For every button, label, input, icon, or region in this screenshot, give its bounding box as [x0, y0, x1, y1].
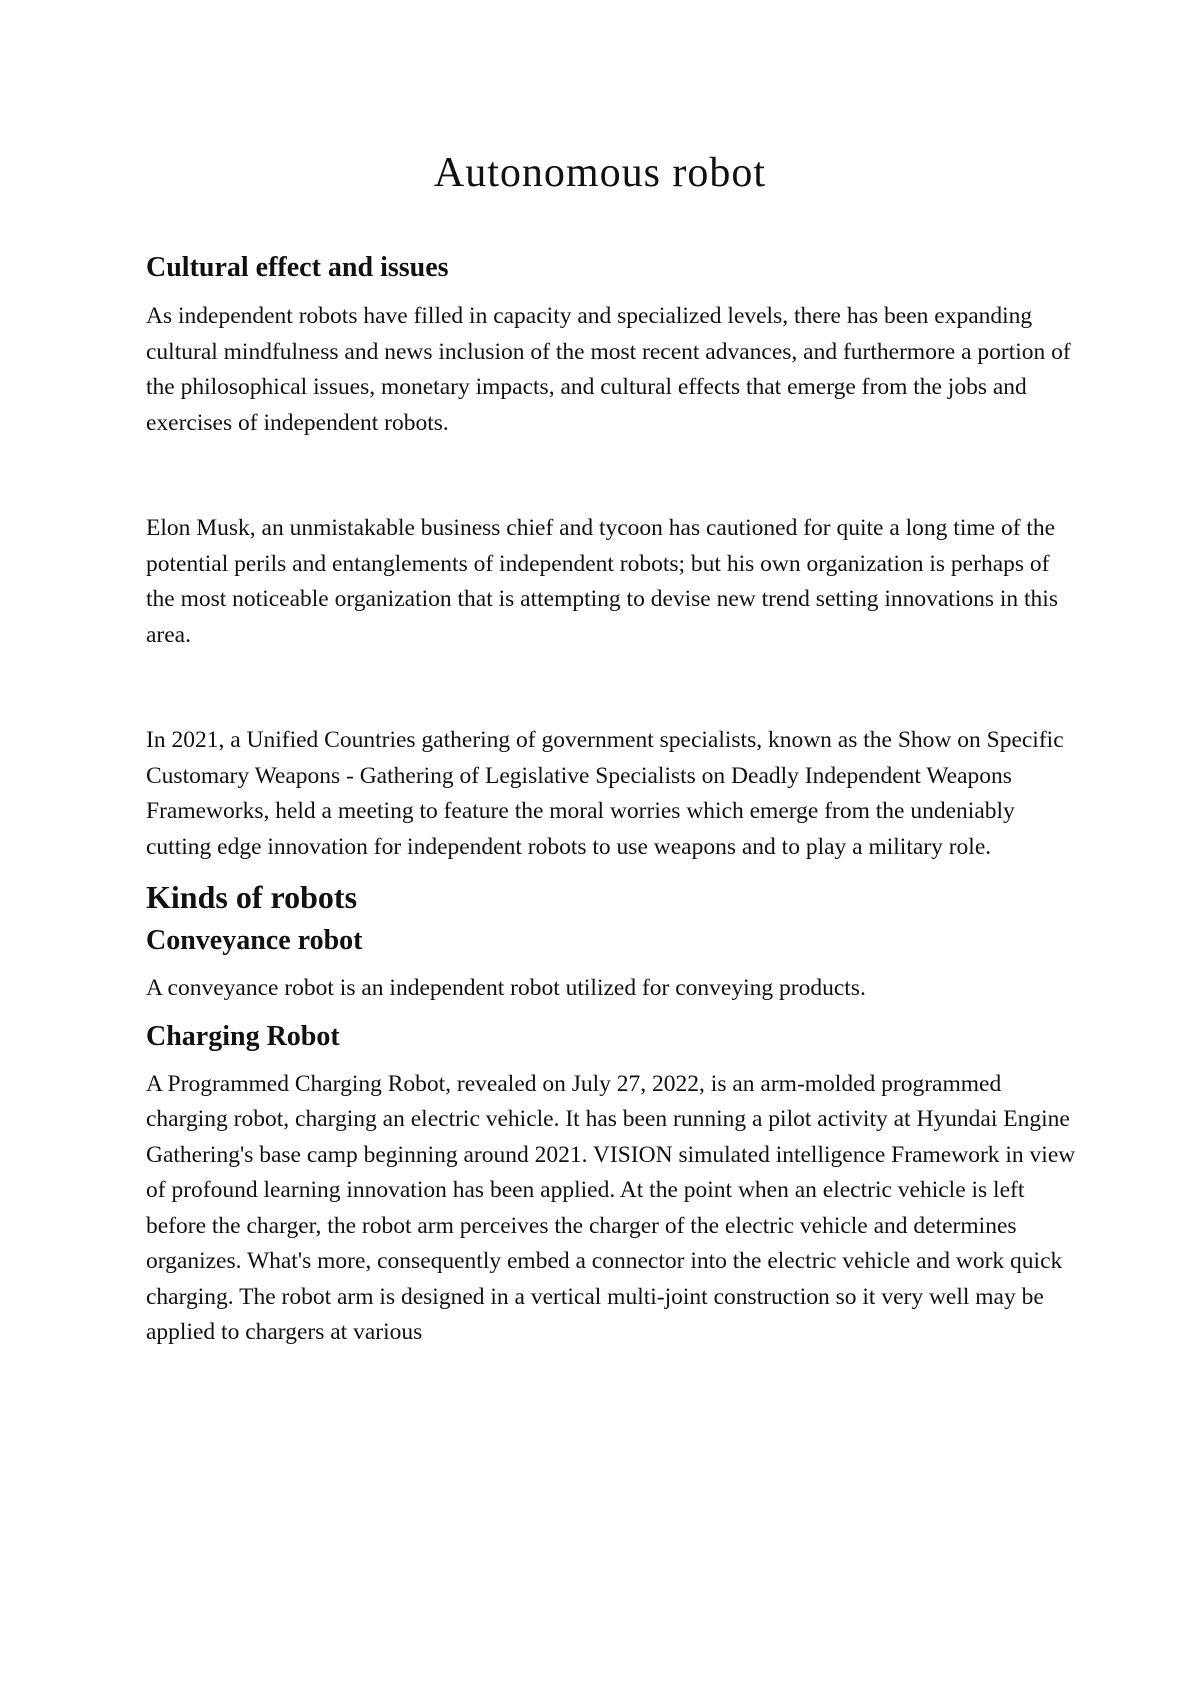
paragraph: As independent robots have filled in capacity and specialized levels, there has been expanding cultural mindfulness and news inclusion of the most recent advances, and furthermore a portion of the philosophical issues, monetary impacts, and cultural effects that emerge from the jobs and exercises of independent robots. [146, 303, 1071, 436]
section-heading-cultural: Cultural effect and issues [146, 252, 449, 283]
subsection-heading-conveyance: Conveyance robot [146, 925, 363, 956]
document-title: Autonomous robot [433, 150, 767, 196]
document-body [146, 250, 1076, 1351]
paragraph: Elon Musk, an unmistakable business chief and tycoon has cautioned for quite a long time of the potential perils and entanglements of independent robots; but his own organization is perhaps of the most noticeable organization that is attempting to devise new trend setting innovations in this area. [146, 515, 1058, 648]
subsection-heading-charging: Charging Robot [146, 1020, 340, 1052]
paragraph: A Programmed Charging Robot, revealed on July 27, 2022, is an arm-molded programmed charging robot, charging an electric vehicle. It has been running a pilot activity at Hyundai Engine Gathering's base camp beginning around 2021. VISION simulated intelligence Framework in view of profound learning innovation has been applied. At the point when an electric vehicle is left before the charger, the robot arm perceives the charger of the electric vehicle and determines organizes. What's more, consequently embed a connector into the electric vehicle and work quick charging. The robot arm is designed in a vertical multi-joint construction so it very well may be applied to chargers at various [146, 1070, 1076, 1345]
section-heading-kinds: Kinds of robots [146, 879, 358, 915]
paragraph: In 2021, a Unified Countries gathering of government specialists, known as the Show on Specific Customary Weapons - Gathering of Legislative Specialists on Deadly Independent Weapons Frameworks, held a meeting to feature the moral worries which emerge from the undeniably cutting edge innovation for independent robots to use weapons and to play a military role. [146, 727, 1064, 860]
paragraph: A conveyance robot is an independent robot utilized for conveying products. [146, 975, 866, 1001]
